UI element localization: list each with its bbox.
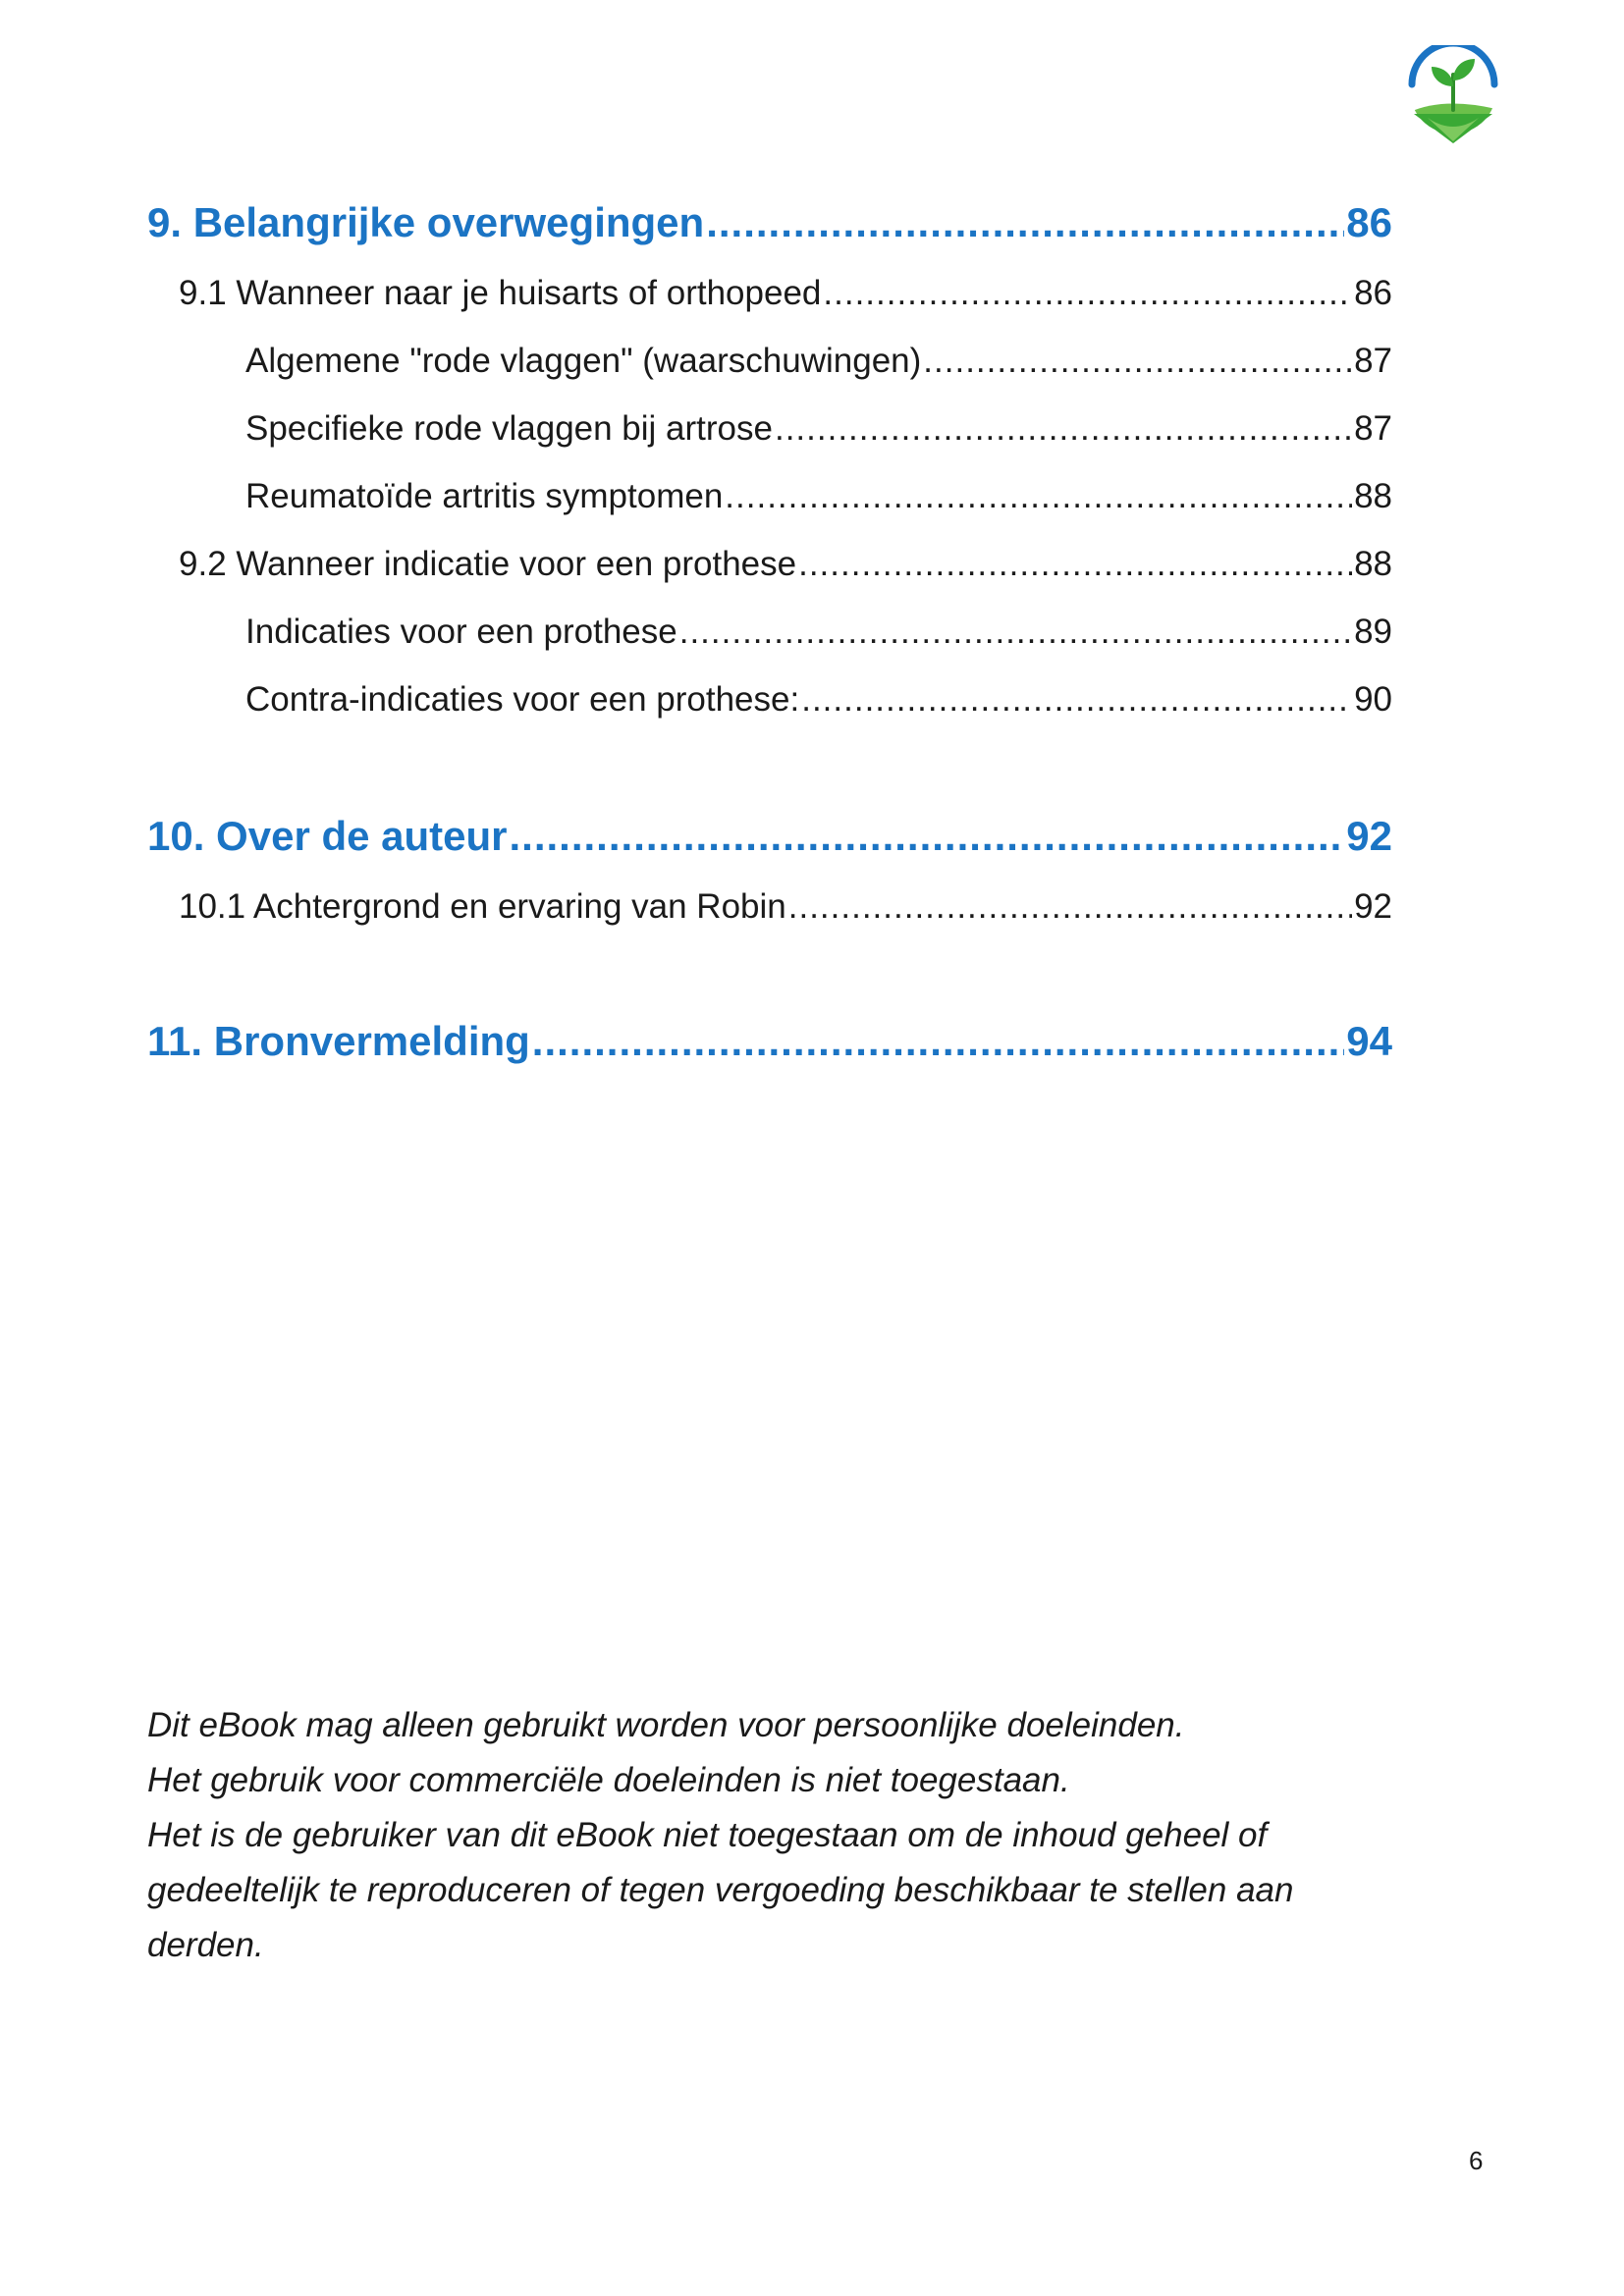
disclaimer-line: Het is de gebruiker van dit eBook niet toegestaan om de inhoud geheel of [147, 1816, 1268, 1854]
disclaimer-line: gedeeltelijk te reproduceren of tegen vergoeding beschikbaar te stellen aan [147, 1871, 1294, 1909]
toc-dot-leader [679, 613, 1352, 652]
toc-entry-9-1[interactable] [179, 274, 1392, 313]
disclaimer-line: derden. [147, 1926, 264, 1964]
toc-entry-title: Indicaties voor een prothese [245, 613, 677, 651]
toc-dot-leader [510, 813, 1345, 860]
toc-entry-page: 92 [1346, 813, 1392, 859]
toc-entry-page: 86 [1354, 274, 1392, 312]
toc-entry-title: 9. Belangrijke overwegingen [147, 199, 705, 245]
toc-entry-title: 10. Over de auteur [147, 813, 508, 859]
toc-entry-title: Specifieke rode vlaggen bij artrose [245, 409, 773, 448]
toc-entry-title: 9.2 Wanneer indicatie voor een prothese [179, 545, 797, 583]
toc-entry-page: 90 [1354, 680, 1392, 719]
toc-entry-page: 87 [1354, 409, 1392, 448]
toc-dot-leader [923, 342, 1352, 381]
toc-entry-10-1[interactable] [179, 887, 1392, 927]
toc-dot-leader [706, 199, 1344, 246]
toc-entry-specifieke-rode-vlaggen[interactable] [245, 409, 1392, 449]
toc-entry-reumatoide-artritis[interactable] [245, 477, 1392, 516]
toc-entry-title: Reumatoïde artritis symptomen [245, 477, 724, 515]
toc-entry-title: 9.1 Wanneer naar je huisarts of orthopeed [179, 274, 822, 312]
page-number: 6 [1469, 2146, 1484, 2175]
toc-entry-contra-indicaties[interactable] [245, 680, 1392, 720]
toc-entry-page: 88 [1354, 477, 1392, 515]
toc-entry-title: Algemene "rode vlaggen" (waarschuwingen) [245, 342, 922, 380]
toc-entry-9[interactable] [147, 199, 1392, 246]
toc-entry-10[interactable] [147, 813, 1392, 860]
toc-entry-11[interactable] [147, 1018, 1392, 1065]
toc-entry-page: 88 [1354, 545, 1392, 583]
usage-disclaimer [147, 1698, 1404, 1973]
toc-dot-leader [725, 477, 1352, 516]
toc-dot-leader [775, 409, 1352, 449]
toc-dot-leader [788, 887, 1352, 927]
toc-entry-page: 92 [1354, 887, 1392, 926]
sprout-field-logo-icon [1406, 45, 1500, 145]
toc-entry-indicaties[interactable] [245, 613, 1392, 652]
toc-entry-title: 10.1 Achtergrond en ervaring van Robin [179, 887, 786, 926]
disclaimer-line: Het gebruik voor commerciële doeleinden is niet toegestaan. [147, 1761, 1070, 1799]
toc-entry-page: 86 [1346, 199, 1392, 245]
toc-entry-page: 87 [1354, 342, 1392, 380]
toc-dot-leader [532, 1018, 1344, 1065]
toc-entry-rode-vlaggen[interactable] [245, 342, 1392, 381]
disclaimer-line: Dit eBook mag alleen gebruikt worden voor persoonlijke doeleinden. [147, 1706, 1185, 1744]
toc-entry-title: Contra-indicaties voor een prothese: [245, 680, 800, 719]
toc-dot-leader [823, 274, 1352, 313]
toc-dot-leader [801, 680, 1352, 720]
toc-dot-leader [798, 545, 1352, 584]
toc-entry-page: 94 [1346, 1018, 1392, 1064]
toc-entry-9-2[interactable] [179, 545, 1392, 584]
toc-entry-title: 11. Bronvermelding [147, 1018, 530, 1064]
toc-entry-page: 89 [1354, 613, 1392, 651]
